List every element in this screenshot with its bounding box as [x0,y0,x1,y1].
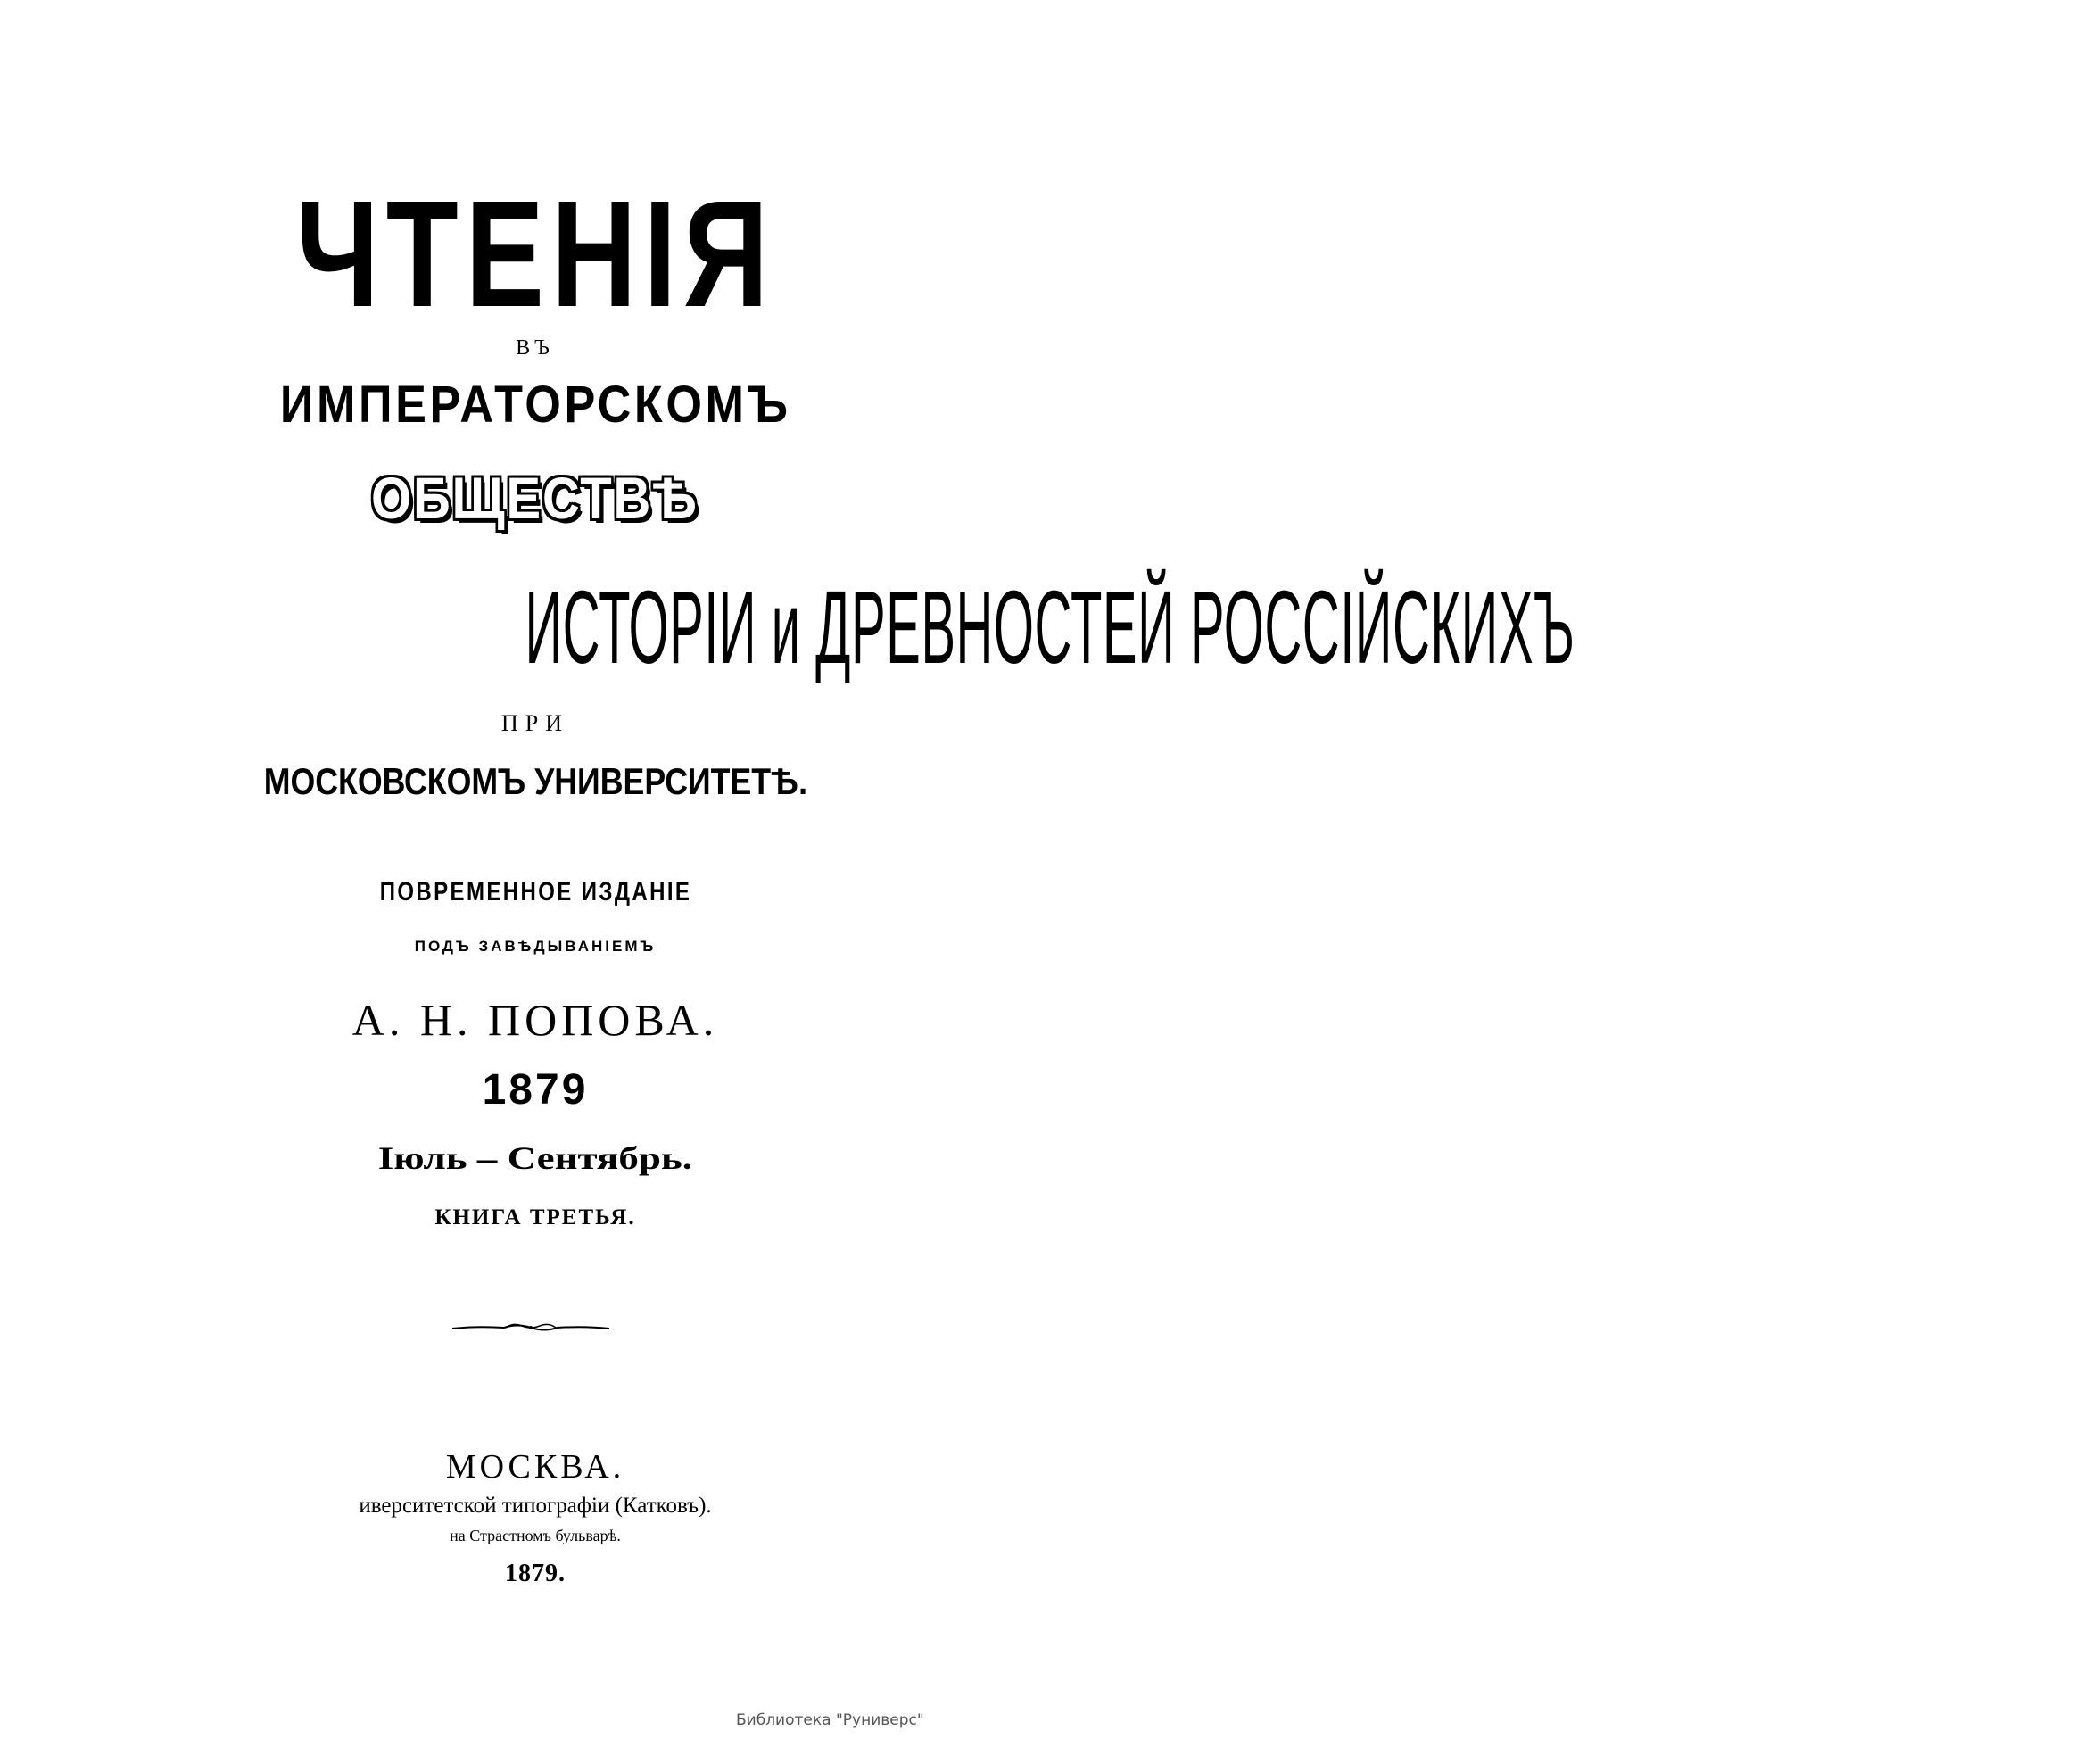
preposition-v: ВЪ [516,336,555,360]
editor-note: ПОДЪ ЗАВѢДЫВАНІЕМЪ [414,938,657,955]
imperial-line: ИМПЕРАТОРСКОМЪ [279,376,791,434]
ornament-divider-icon [451,1321,611,1335]
book-line: КНИГА ТРЕТЬЯ. [434,1205,636,1230]
society-line: ОБЩЕСТВѢ [371,465,699,531]
history-line: ИСТОРІИ и ДРЕВНОСТЕЙ РОССІЙСКИХЪ [525,569,1575,685]
imprint-year: 1879. [505,1560,566,1587]
imprint-city: МОСКВА. [445,1448,625,1486]
pri-line: ПРИ [500,710,569,736]
editor-name: А. Н. ПОПОВА. [351,995,719,1045]
university-line: МОСКОВСКОМЪ УНИВЕРСИТЕТѢ. [263,760,807,802]
volume-year: 1879 [482,1066,589,1114]
library-watermark: Библиотека "Руниверс" [736,1711,924,1729]
imprint-address: на Страстномъ бульварѣ. [450,1527,621,1544]
months-line: Іюль – Сентябрь. [377,1140,693,1176]
imprint-printer: иверситетской типографіи (Катковъ). [359,1494,712,1518]
edition-line: ПОВРЕМЕННОЕ ИЗДАНІЕ [379,877,691,907]
main-title: ЧТЕНІЯ [295,170,775,339]
